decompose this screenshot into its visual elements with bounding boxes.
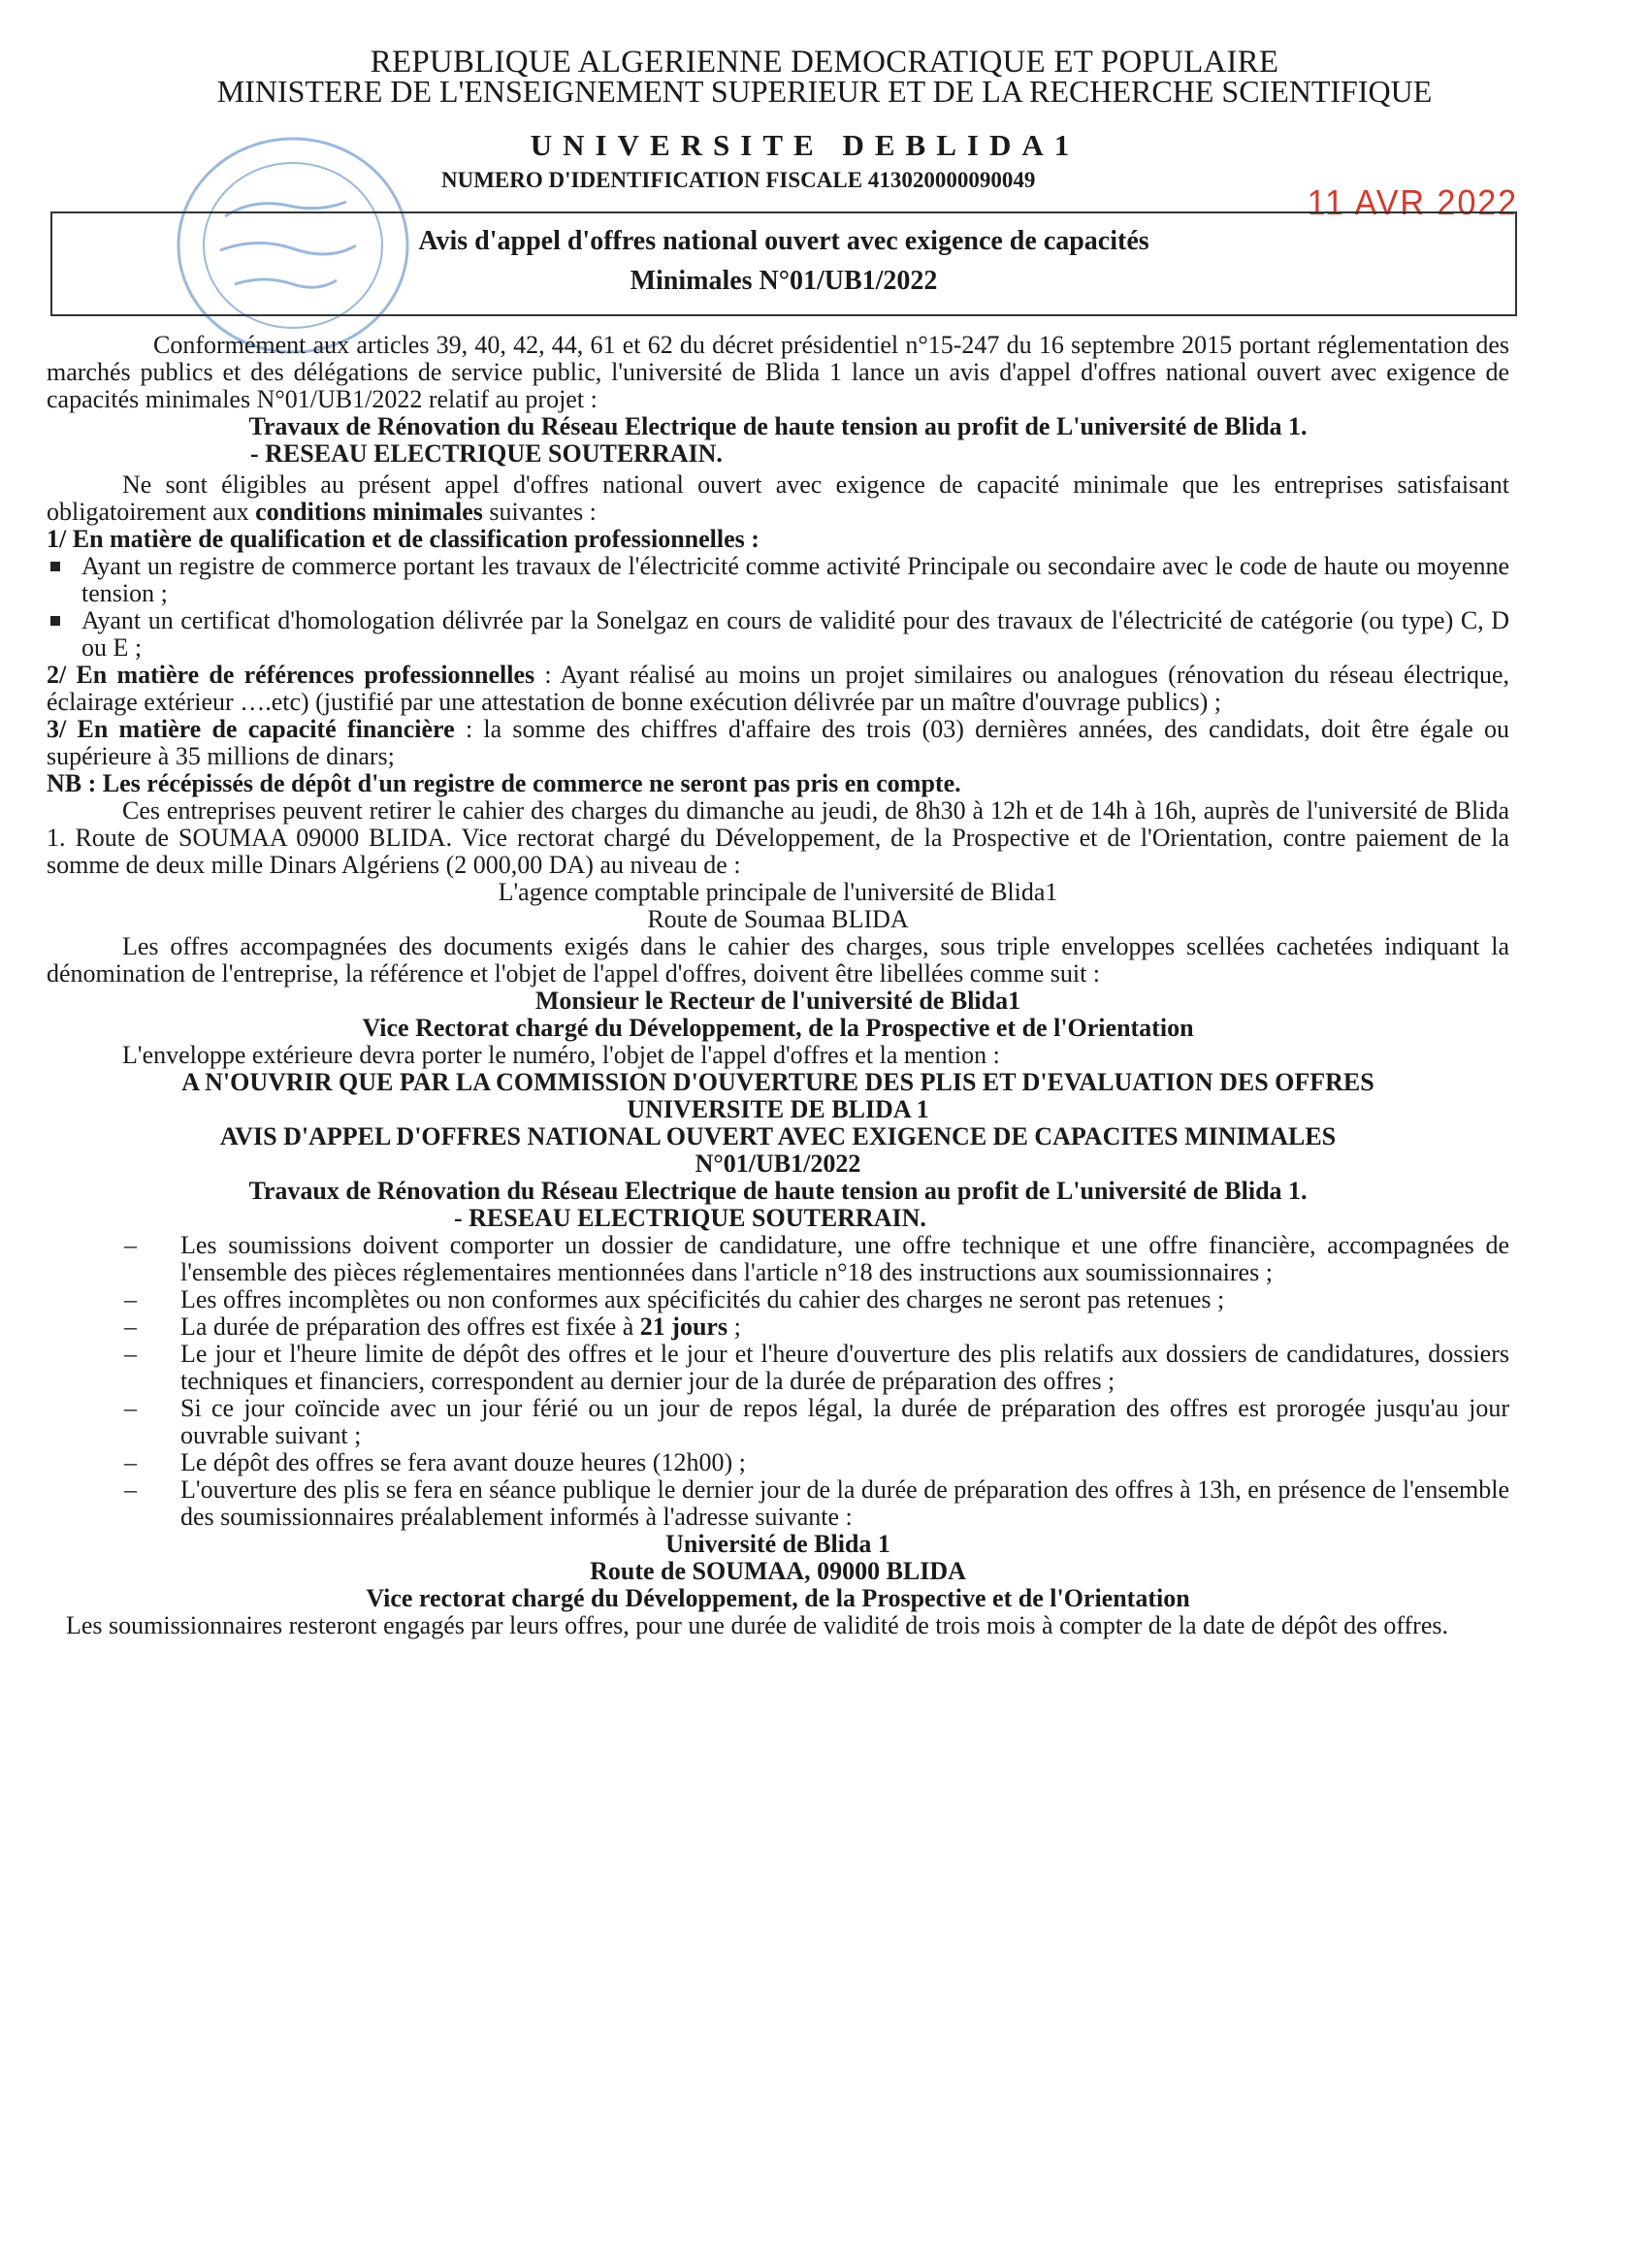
eligibility-paragraph (47, 471, 1509, 526)
condition-4: Le jour et l'heure limite de dépôt des offres et le jour et l'heure d'ouverture des plis relatifs aux dossiers de candidatures, dossiers techniques et financiers, correspondent au dernier jour de la durée de préparation des offres ; (180, 1340, 1509, 1395)
addressee-line-1: Monsieur le Recteur de l'université de Blida1 (534, 987, 1021, 1015)
project-subtitle: - RESEAU ELECTRIQUE SOUTERRAIN. (250, 439, 723, 468)
condition-7: L'ouverture des plis se fera en séance publique le dernier jour de la durée de préparation des offres à 13h, en présence de l'ensemble des soumissionnaires préalablement informés à l'adresse suivante : (180, 1475, 1509, 1531)
mention-line-4: N°01/UB1/2022 (695, 1150, 861, 1178)
dash-icon: – (124, 1394, 137, 1422)
condition-item (124, 1313, 1509, 1341)
dash-icon: – (124, 1340, 137, 1368)
condition-item (124, 1449, 1509, 1476)
mention-line-6: - RESEAU ELECTRIQUE SOUTERRAIN. (454, 1204, 926, 1232)
list-item (47, 553, 1509, 607)
condition-6: Le dépôt des offres se fera avant douze heures (12h00) ; (180, 1448, 746, 1476)
header-fiscal-id: NUMERO D'IDENTIFICATION FISCALE 413020000090049 (441, 168, 1036, 192)
project-title: Travaux de Rénovation du Réseau Electrique de haute tension au profit de L'université de Blida 1. (248, 412, 1308, 440)
received-date-stamp: 11 AVR 2022 (1307, 182, 1519, 222)
section1-heading: 1/ En matière de qualification et de classification professionnelles : (47, 525, 760, 553)
section3 (47, 716, 1509, 770)
envelope-note: L'enveloppe extérieure devra porter le numéro, l'objet de l'appel d'offres et la mention : (122, 1041, 1000, 1069)
mention-line-1: A N'OUVRIR QUE PAR LA COMMISSION D'OUVERTURE DES PLIS ET D'EVALUATION DES OFFRES (181, 1068, 1374, 1096)
dash-icon: – (124, 1231, 137, 1259)
dash-icon: – (124, 1475, 137, 1504)
condition-1: Les soumissions doivent comporter un dossier de candidature, une offre technique et une offre financière, accompagnées de l'ensemble des pièces réglementaires mentionnées dans l'article n°18 des instructions aux soumissionnaires ; (180, 1231, 1509, 1286)
validity-paragraph: Les soumissionnaires resteront engagés par leurs offres, pour une durée de validité de trois mois à compter de la date de dépôt des offres. (66, 1611, 1448, 1639)
condition-3-text: La durée de préparation des offres est fixée à (180, 1312, 634, 1341)
dash-icon: – (124, 1448, 137, 1476)
header-university: UNIVERSITE DEBLIDA1 (530, 128, 1081, 162)
mention-line-3: AVIS D'APPEL D'OFFRES NATIONAL OUVERT AVEC EXIGENCE DE CAPACITES MINIMALES (219, 1122, 1337, 1150)
final-address-line-3: Vice rectorat chargé du Développement, de la Prospective et de l'Orientation (366, 1584, 1190, 1612)
condition-5: Si ce jour coïncide avec un jour férié ou un jour de repos légal, la durée de préparation des offres est prorogée jusqu'au jour ouvrable suivant ; (180, 1394, 1509, 1449)
final-address-line-1: Université de Blida 1 (665, 1530, 890, 1558)
list-item (47, 607, 1509, 662)
section2-heading: 2/ En matière de références professionnelles (47, 661, 535, 689)
condition-item (124, 1286, 1509, 1313)
section2 (47, 662, 1509, 716)
eligibility-bold: conditions minimales (255, 498, 483, 526)
section3-heading: 3/ En matière de capacité financière (47, 715, 455, 743)
header-republic: REPUBLIQUE ALGERIENNE DEMOCRATIQUE ET POPULAIRE (370, 45, 1279, 80)
notice-number: Minimales N°01/UB1/2022 (630, 266, 938, 296)
condition-3-end: ; (733, 1312, 741, 1341)
intro-paragraph: Conformément aux articles 39, 40, 42, 44, 61 et 62 du décret présidentiel n°15-247 du 16 septembre 2015 portant réglementation des marchés publics et des délégations de service public, l'université de Blida 1 lance un avis d'appel d'offres national ouvert avec exigence de capacités minimales N°01/UB1/2022 relatif au projet : (47, 331, 1509, 413)
bullet-icon (50, 616, 60, 626)
mention-line-5: Travaux de Rénovation du Réseau Electrique de haute tension au profit de L'université de Blida 1. (248, 1177, 1308, 1205)
eligibility-text: Ne sont éligibles au présent appel d'offres national ouvert avec exigence de capacité minimale que les entreprises satisfaisant obligatoirement aux (47, 470, 1509, 526)
nb-note: NB : Les récépissés de dépôt d'un registre de commerce ne seront pas pris en compte. (47, 769, 961, 797)
title-box (50, 211, 1517, 316)
eligibility-suffix: suivantes : (489, 498, 597, 526)
section1-item-1: Ayant un registre de commerce portant les travaux de l'électricité comme activité Principale ou secondaire avec le code de haute ou moyenne tension ; (81, 552, 1509, 607)
mention-line-2: UNIVERSITE DE BLIDA 1 (627, 1095, 929, 1123)
agency-line-1: L'agence comptable principale de l'université de Blida1 (498, 878, 1058, 906)
dash-icon: – (124, 1312, 137, 1341)
addressee-line-2: Vice Rectorat chargé du Développement, de la Prospective et de l'Orientation (362, 1014, 1194, 1042)
condition-3 (180, 1313, 1509, 1341)
condition-2: Les offres incomplètes ou non conformes aux spécificités du cahier des charges ne seront pas retenues ; (180, 1285, 1225, 1313)
final-address-line-2: Route de SOUMAA, 09000 BLIDA (590, 1557, 966, 1585)
notice-title: Avis d'appel d'offres national ouvert avec exigence de capacités (418, 226, 1149, 256)
withdrawal-paragraph: Ces entreprises peuvent retirer le cahier des charges du dimanche au jeudi, de 8h30 à 12h et de 14h à 16h, auprès de l'université de Blida 1. Route de SOUMAA 09000 BLIDA. Vice rectorat chargé du Développement, de la Prospective et de l'Orientation, contre paiement de la somme de deux mille Dinars Algériens (2 000,00 DA) au niveau de : (47, 796, 1509, 879)
section2-text: : Ayant réalisé au moins un projet similaires ou analogues (rénovation du réseau électrique, éclairage extérieur ….etc) (justifié par une attestation de bonne exécution délivrée par un maître d'ouvrage publics) ; (47, 661, 1509, 716)
section3-text: : la somme des chiffres d'affaire des trois (03) dernières années, des candidats, doit être égale ou supérieure à 35 millions de dinars; (47, 715, 1510, 770)
header-ministry: MINISTERE DE L'ENSEIGNEMENT SUPERIEUR ET DE LA RECHERCHE SCIENTIFIQUE (216, 74, 1433, 109)
condition-item (124, 1476, 1509, 1531)
bullet-icon (50, 562, 60, 571)
condition-item (124, 1232, 1509, 1286)
condition-item (124, 1341, 1509, 1395)
section1-item-2: Ayant un certificat d'homologation délivrée par la Sonelgaz en cours de validité pour des travaux de l'électricité de catégorie (ou type) C, D ou E ; (81, 606, 1509, 662)
agency-line-2: Route de Soumaa BLIDA (647, 905, 909, 933)
dash-icon: – (124, 1285, 137, 1313)
condition-item (124, 1395, 1509, 1449)
offers-paragraph: Les offres accompagnées des documents exigés dans le cahier des charges, sous triple enveloppes scellées cachetées indiquant la dénomination de l'entreprise, la référence et l'objet de l'appel d'offres, doivent être libellées comme suit : (47, 932, 1509, 988)
condition-3-days: 21 jours (639, 1312, 728, 1341)
document-body (47, 332, 1509, 1639)
